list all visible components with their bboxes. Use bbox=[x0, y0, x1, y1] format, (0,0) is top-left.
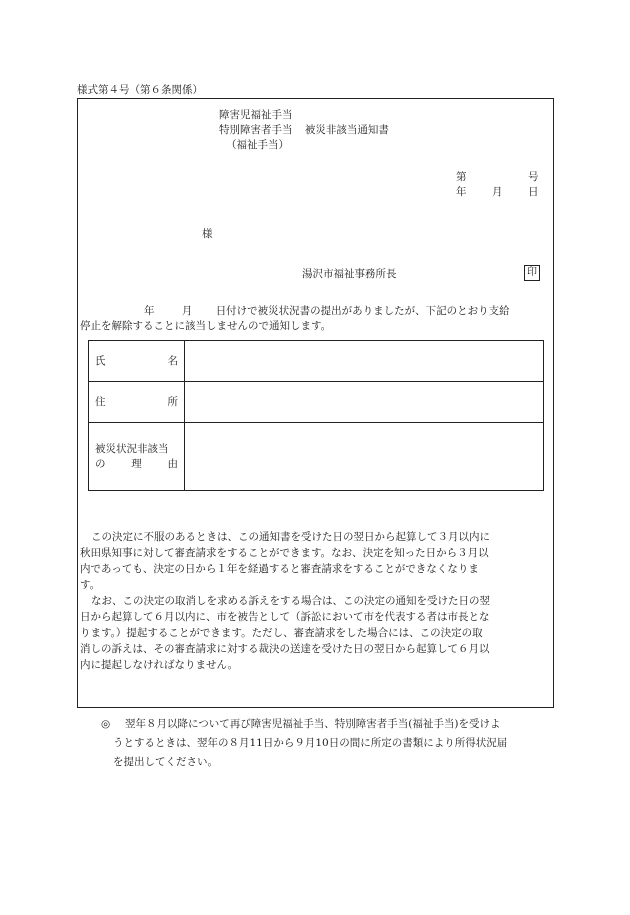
intro-text1: 日付けで被災状況書の提出がありましたが、下記のとおり支給 bbox=[215, 305, 510, 317]
footnote-line1: 翌年８月以降について再び障害児福祉手当、特別障害者手当(福祉手当)を受けよ bbox=[125, 718, 501, 730]
name-label bbox=[89, 341, 185, 382]
appeal-line: 内に提起しなければなりません。 bbox=[80, 659, 239, 671]
appeal-line: す。 bbox=[80, 579, 101, 591]
address-label bbox=[89, 382, 185, 423]
appeal-paragraph-2 bbox=[80, 593, 552, 673]
footnote-line2: うとするときは、翌年の８月11日から９月10日の間に所定の書類により所得状況届 bbox=[113, 737, 508, 749]
name-value bbox=[185, 341, 544, 382]
address-value bbox=[185, 382, 544, 423]
doc-number-dai: 第 bbox=[456, 171, 467, 183]
title-line3: （福祉手当） bbox=[226, 139, 289, 151]
title-line2-a: 特別障害者手当 bbox=[219, 124, 293, 136]
date-day: 日 bbox=[528, 186, 539, 198]
info-table bbox=[88, 340, 544, 491]
name-label-char: 氏 bbox=[95, 354, 106, 367]
table-row bbox=[89, 341, 544, 382]
reason-label-char: 理 bbox=[131, 457, 142, 470]
appeal-paragraph-1 bbox=[80, 529, 552, 593]
title-line1: 障害児福祉手当 bbox=[219, 109, 293, 121]
name-label-char: 名 bbox=[167, 354, 178, 367]
title-line2 bbox=[219, 123, 389, 138]
seal-mark: 印 bbox=[524, 265, 540, 281]
reason-value bbox=[185, 423, 544, 491]
title-line2-b: 被災非該当通知書 bbox=[304, 124, 389, 136]
appeal-line: この決定に不服のあるときは、この通知書を受けた日の翌日から起算して３月以内に bbox=[91, 531, 490, 543]
intro-line2: 停止を解除することに該当しませんので通知します。 bbox=[80, 320, 332, 332]
reason-label-line2 bbox=[95, 457, 178, 472]
reason-label-line1: 被災状況非該当 bbox=[95, 442, 169, 455]
reason-label-char: 由 bbox=[167, 457, 178, 470]
appeal-line: 秋田県知事に対して審査請求をすることができます。なお、決定を知った日から３月以 bbox=[80, 547, 489, 559]
issuer: 湯沢市福祉事務所長 bbox=[302, 268, 397, 280]
date-month: 月 bbox=[492, 186, 503, 198]
doc-number-go: 号 bbox=[528, 171, 539, 183]
address-label-char: 住 bbox=[95, 395, 106, 408]
intro-month: 月 bbox=[181, 305, 193, 317]
recipient-suffix: 様 bbox=[202, 228, 213, 240]
appeal-line: 日から起算して６月以内に、市を被告として（訴訟において市を代表する者は市長とな bbox=[80, 611, 490, 623]
appeal-line: なお、この決定の取消しを求める訴えをする場合は、この決定の通知を受けた日の翌 bbox=[91, 595, 490, 607]
table-row bbox=[89, 382, 544, 423]
date-year: 年 bbox=[456, 186, 467, 198]
appeal-line: 消しの訴えは、その審査請求に対する裁決の送達を受けた日の翌日から起算して６月以 bbox=[80, 643, 490, 655]
intro-line1 bbox=[144, 304, 510, 319]
footnote-line3: を提出してください。 bbox=[113, 756, 218, 768]
form-label: 様式第４号（第６条関係） bbox=[77, 84, 203, 96]
footnote-mark: ◎ bbox=[101, 718, 111, 730]
appeal-line: 内であっても、決定の日から１年を経過すると審査請求をすることができなくなりま bbox=[80, 563, 479, 575]
intro-year: 年 bbox=[144, 305, 155, 317]
reason-label-char: の bbox=[95, 457, 106, 470]
reason-label bbox=[89, 423, 185, 491]
seal bbox=[524, 265, 540, 281]
appeal-line: ります。）提起することができます。ただし、審査請求をした場合には、この決定の取 bbox=[80, 627, 483, 639]
address-label-char: 所 bbox=[167, 395, 178, 408]
table-row bbox=[89, 423, 544, 491]
